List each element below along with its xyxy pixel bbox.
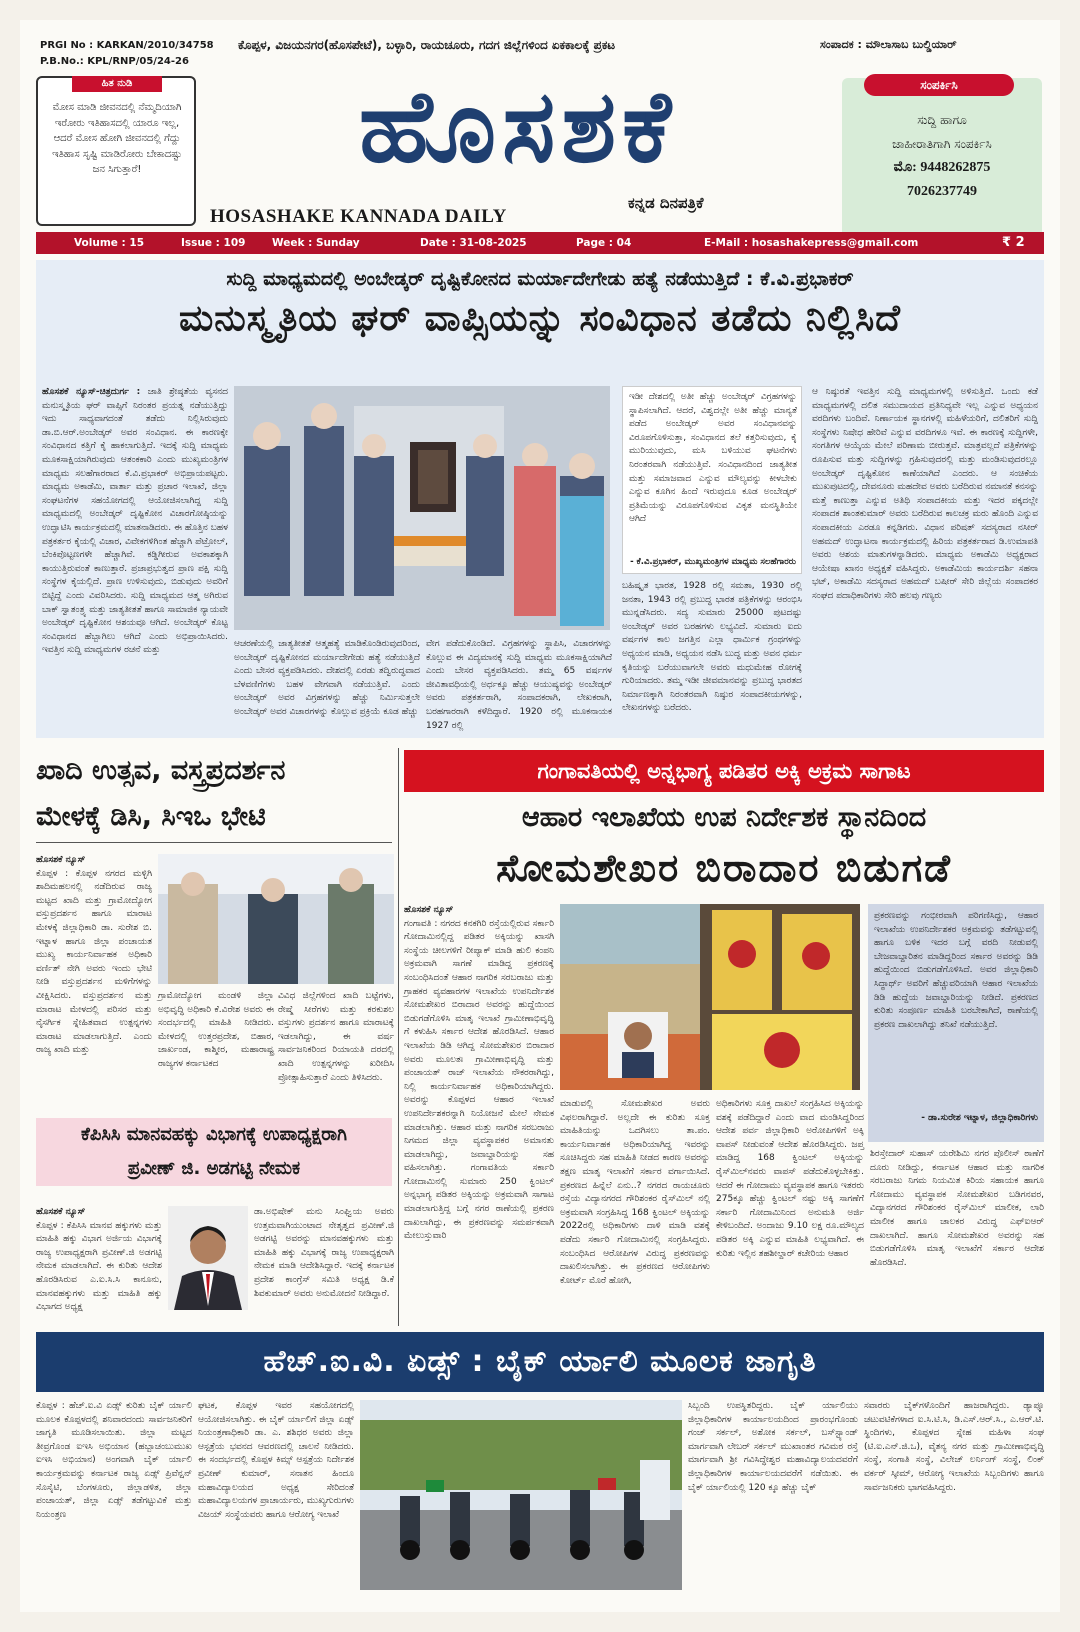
gangavathi-subhead: ಆಹಾರ ಇಲಾಖೆಯ ಉಪ ನಿರ್ದೇಶಕ ಸ್ಥಾನದಿಂದ: [521, 802, 927, 833]
pb-number: P.B.No.: KPL/RNP/05/24-26: [40, 56, 189, 67]
quote-of-the-day-box: [36, 76, 196, 226]
story-column-4: ಆ ನಿಷ್ಠುರತೆ ಇವತ್ತಿನ ಸುದ್ದಿ ಮಾಧ್ಯಮಗಳಲ್ಲಿ ಅಳಿಸುತ್ತಿದೆ. ಒಂದು ಕಡೆ ಮಾಧ್ಯಮಗಳಲ್ಲಿ ದಲಿತ ಸಮುದಾಯದ ಪ್ರತಿನಿಧ್ಯವೇ ಇಲ್ಲ ಎನ್ನುವ ಅಧ್ಯಯನ ವರದಿಗಳು ಬಂದಿವೆ. ನಿರ್ಣಾಯಕ ಸ್ಥಾನಗಳಲ್ಲಿ ಮಹಿಳೆಯರಿಗೆ, ದಲಿತರಿಗೆ ಸುದ್ದಿ ಸಂಸ್ಥೆಗಳು ನಿಷೇಧ ಹೇರಿವೆ ಎನ್ನುವ ವರದಿಗಳೂ ಇವೆ. ಈ ಕಾರಣಕ್ಕೆ ಸುದ್ದಿಗಳೇ, ಸಂಗತಿಗಳ ಆಯ್ಕೆಯ ಮೇಲೆ ಪರಿಣಾಮ ಬೀರುತ್ತವೆ. ಮಾತ್ರವಲ್ಲದೆ ಪತ್ರಿಕೆಗಳನ್ನು ರೂಪಿಸುವ ಮತ್ತು ಸುದ್ದಿಗಳನ್ನು ಗ್ರಹಿಸುವುದರಲ್ಲಿ ಮತ್ತು ಮಂಡಿಸುವುದರಲ್ಲೂ ಅಂಬೇಡ್ಕರ್ ದೃಷ್ಟಿಕೋನ ಕಾಣೆಯಾಗಿದೆ ಎಂದರು. ಆ ಸಂಚಿಕೆಯ ಮುಖಪುಟದಲ್ಲಿ, ದೇವನೂರು ಮಹದೇವ ಅವರು ಬರೆದಿರುವ ನಮಾನತೆ ಕನಸನ್ನು ಮತ್ತೆ ಕಾಣುತ್ತಾ ಎನ್ನುವ ಅತಿಥಿ ಸಂಪಾದಕೀಯ ಮತ್ತು ಇದರ ಪಕ್ಕದಲ್ಲೇ ಸಂಪಾದಕ ಶಾಂತಕುಮಾರ್ ಅವರು ಬರೆದಿರುವ ಕಾಲಚಕ್ರ ಮರು ಹೊಂದಿ ಎನ್ನುವ ಸಂಪಾದಕೀಯ ಎರಡೂ ಕನ್ನಡಿಗರು. ವಿಧಾನ ಪರಿಷತ್ ಸದಸ್ಯರಾದ ನಸೀರ್ ಅಹಮದ್ ಉದ್ಘಾಟನಾ ಕಾರ್ಯಕ್ರಮದಲ್ಲಿ ಹಿರಿಯ ಪತ್ರಕರ್ತರಾದ ಡಿ.ಉಮಾಪತಿ ಅವರು ಆಶಯ ಮಾತುಗಳನ್ನಾಡಿದರು. ಮಾಧ್ಯಮ ಅಕಾಡೆಮಿ ಅಧ್ಯಕ್ಷರಾದ ಆಯೇಷಾ ಖಾನಂ ಅಧ್ಯಕ್ಷತೆ ವಹಿಸಿದ್ದರು. ಅಕಾಡೆಮಿಯ ಕಾರ್ಯದರ್ಶಿ ಸಹನಾ ಭಟ್, ಅಕಾಡೆಮಿ ಸದಸ್ಯರಾದ ಅಹಮದ್ ಬಷೀರ್ ಸೇರಿ ಜಿಲ್ಲೆಯ ಸಂಪಾದಕರ ಸಂಘದ ಪದಾಧಿಕಾರಿಗಳು ಸೇರಿ ಹಲವು ಗಣ್ಯರು: [812, 387, 1038, 601]
contact-box: [842, 78, 1042, 238]
gangavathi-banner: ಗಂಗಾವತಿಯಲ್ಲಿ ಅನ್ನಭಾಗ್ಯ ಪಡಿತರ ಅಕ್ಕಿ ಅಕ್ರಮ ಸಾಗಾಟ: [404, 750, 1044, 792]
khadi-headline-line: ಮೇಳಕ್ಕೆ ಡಿಸಿ, ಸಿಇಒ ಭೇಟಿ: [36, 801, 266, 832]
story-column-1: [42, 386, 228, 734]
gangavathi-headline: ಸೋಮಶೇಖರ ಬಿರಾದಾರ ಬಿಡುಗಡೆ: [496, 846, 952, 890]
kpcc-byline: ಹೊಸಶಕೆ ನ್ಯೂಸ್: [36, 1207, 86, 1217]
portrait-photo: [168, 1206, 248, 1310]
khadi-text: ಕೊಪ್ಪಳ : ಕೊಪ್ಪಳ ನಗರದ ಮಳ್ಳಿಗಿ ಶಾದಿಮಹಲನಲ್ಲಿ ನಡೆದಿರುವ ರಾಜ್ಯ ಮಟ್ಟದ ಖಾದಿ ಮತ್ತು ಗ್ರಾಮೋದ್ಯೋಗ ವಸ್ತುಪ್ರದರ್ಶನ ಹಾಗೂ ಮಾರಾಟ ಮೇಳಕ್ಕೆ ಜಿಲ್ಲಾಧಿಕಾರಿ ಡಾ. ಸುರೇಶ ಬಿ. ಇಟ್ನಾಳ ಹಾಗೂ ಜಿಲ್ಲಾ ಪಂಚಾಯತ ಮುಖ್ಯ ಕಾರ್ಯನಿರ್ವಾಹಕ ಅಧಿಕಾರಿ ವರ್ಣಿತ್ ನೇಗಿ ಅವರು ಇಂದು ಭೇಟಿ ನೀಡಿ ವಸ್ತುಪ್ರದರ್ಶನ ಮಳಿಗೆಗಳನ್ನು ವೀಕ್ಷಿಸಿದರು. ವಸ್ತುಪ್ರದರ್ಶನ ಮತ್ತು ಮಾರಾಟ ಮೇಳದಲ್ಲಿ ಪರಿಸರ ಮತ್ತು ನೈಸರ್ಗಿಕ ಸ್ನೇಹಿತವಾದ ಉತ್ಪನ್ನಗಳು ಮಾರಾಟ ಮಾಡಲಾಗುತ್ತಿದೆ. ಎಂದು ರಾಜ್ಯ ಖಾದಿ ಮತ್ತು: [36, 868, 152, 1056]
gangavathi-column-a: [404, 904, 554, 1242]
pull-quote-attribution: - ಕೆ.ವಿ.ಪ್ರಭಾಕರ್, ಮುಖ್ಯಮಂತ್ರಿಗಳ ಮಾಧ್ಯಮ ಸಲಹೆಗಾರರು: [630, 557, 796, 567]
kpcc-headline-line: ಪ್ರವೀಣ್ ಜಿ. ಅಡಗಟ್ಟಿ ನೇಮಕ: [127, 1158, 301, 1179]
kannada-subtitle: ಕನ್ನಡ ದಿನಪತ್ರಿಕೆ: [628, 194, 704, 212]
newspaper-logo: ಹೊಸಶಕೆ: [359, 67, 677, 185]
gangavathi-column-c: ಅಧಿಕಾರಿಗಳು ಸೂಕ್ತ ದಾಖಲೆ ಸಂಗ್ರಹಿಸಿದ ಅಕ್ಕಿಯನ್ನು ವಶಕ್ಕೆ ಪಡೆದಿದ್ದಾರೆ ಎಂದು ವಾದ ಮಂಡಿಸಿದ್ದರಿಂದ ಆದೇಶ ಪರ್ವ ಜಿಲ್ಲಾಧಿಕಾರಿ ಅರೋಪಿಗಳಿಗೆ ಅಕ್ಕಿ ವಾಪಸ್ ನೀಡುವಂತೆ ಆದೇಶ ಹೊರಡಿಸಿದ್ದರು. ಜಪ್ತ ಮಾಡಿದ್ದ 168 ಕ್ವಿಂಟಲ್ ಅಕ್ಕಿಯನ್ನು ರೈಸ್‌ಮಿಲ್‌ನವರು ವಾಪಸ್ ಪಡೆದುಕೊಳ್ಳಬೇಕಿತ್ತು. ಆದರೆ ಈ ಗೋದಾಮು ವ್ಯವಸ್ಥಾಪಕ ಹಾಗೂ ಇತರರು 275ಕ್ಕೂ ಹೆಚ್ಚು ಕ್ವಿಂಟಲ್ ನಷ್ಟು ಅಕ್ಕಿ ಸಾಗಣೆಗೆ ಸರ್ಕಾರಿ ಗೋದಾಮಿನಿಂದ ಅನುಮತಿ ಅರ್ಜಿ ಕೇಳಿಬಂದಿದೆ. ಅಂದಾಜು 9.10 ಲಕ್ಷ ರೂ.ಮೌಲ್ಯದ ಪಡಿತರ ಅಕ್ಕಿ ಎನ್ನುವ ಮಾಹಿತಿ ಲಭ್ಯವಾಗಿದೆ. ಈ ಕುರಿತು ಇಲ್ಲಿನ ತಹಶೀಲ್ದಾರ್ ಕಚೇರಿಯ ಆಹಾರ: [716, 1099, 864, 1259]
exhibition-photo-icon: [158, 854, 394, 984]
story-column-2a: ಆಚರಣೆಯಲ್ಲಿ ಜಾತ್ಯತೀತತೆ ಆತ್ಮಹತ್ಯೆ ಮಾಡಿಕೊಂಡಿರುವುದರಿಂದ, ಅಂಬೇಡ್ಕರ್ ದೃಷ್ಟಿಕೋನದ ಮರ್ಯಾದೇಗೇಡು ಹತ್ಯೆ ನಡೆಯುತ್ತಿದೆ ಎಂದು ಬೇಸರ ವ್ಯಕ್ತಪಡಿಸಿದರು. ದೇಶದಲ್ಲಿ ಏರಡು ತದ್ವಿರುದ್ಧವಾದ ಬೆಳವಣಿಗೆಗಳು ಬಹಳ ವೇಗವಾಗಿ ನಡೆಯುತ್ತಿವೆ. ಎಂದು ಅಂಬೇಡ್ಕರ್ ಅವರ ವಿಗ್ರಹಗಳನ್ನು ಹೆಚ್ಚು ನಿರ್ಮಿಸುತ್ತಲೇ ಅಂಬೇಡ್ಕರ್ ಅವರ ವಿಚಾರಗಳನ್ನು ಕೊಲ್ಲುವ ಪ್ರಕ್ರಿಯೆ ಕೂಡ ಹೆಚ್ಚು: [234, 639, 420, 717]
phone-number: ಮೊ: 9448262875: [893, 160, 991, 175]
khadi-column-a2: [36, 990, 152, 1108]
news-photo: [360, 1400, 682, 1590]
issue-info-bar: [36, 232, 1044, 254]
issue: Issue : 109: [181, 237, 246, 249]
khadi-headline-line: ಖಾದಿ ಉತ್ಸವ, ವಸ್ತ್ರಪ್ರದರ್ಶನ: [36, 755, 286, 786]
story-kicker: ಸುದ್ದಿ ಮಾಧ್ಯಮದಲ್ಲಿ ಅಂಬೇಡ್ಕರ್ ದೃಷ್ಟಿಕೋನದ ಮರ್ಯಾದೇಗೇಡು ಹತ್ಯೆ ನಡೆಯುತ್ತಿದೆ : ಕೆ.ವಿ.ಪ್ರಭಾಕರ್: [226, 268, 854, 290]
story-column-3: ಬಹಿಷ್ಕೃತ ಭಾರತ, 1928 ರಲ್ಲಿ ಸಮತಾ, 1930 ರಲ್ಲಿ ಜನತಾ, 1943 ರಲ್ಲಿ ಪ್ರಬುದ್ಧ ಭಾರತ ಪತ್ರಿಕೆಗಳನ್ನು ಆರಂಭಿಸಿ ಮುನ್ನಡೆಸಿದರು. ಸದ್ಯ ಸುಮಾರು 25000 ಪುಟದಷ್ಟು ಅಂಬೇಡ್ಕರ್ ಅವರ ಬರಹಗಳು ಲಭ್ಯವಿದೆ. ಸುಮಾರು ಐದು ವರ್ಷಗಳ ಕಾಲ ಜಗತ್ತಿನ ಎಲ್ಲಾ ಧಾರ್ಮಿಕ ಗ್ರಂಥಗಳನ್ನು ಅಧ್ಯಯನ ಮಾಡಿ, ಅಧ್ಯಯನ ನಡೆಸಿ ಬುದ್ಧ ಮತ್ತು ಅವನ ಧರ್ಮ ಕೃತಿಯನ್ನು ಬರೆಯುವಾಗಲೇ ಅವರು ಮಧುಮೇಹ ರೋಗಕ್ಕೆ ಗುರಿಯಾದರು. ತಮ್ಮ ಇಡೀ ಜೀವಮಾನವನ್ನು ಪ್ರಬುದ್ಧ ಭಾರತದ ನಿರ್ಮಾಣಕ್ಕಾಗಿ ನಿರಂತರವಾಗಿ ನಿಷ್ಠುರ ಸಂಪಾದಕೀಯಗಳನ್ನು, ಲೇಖನಗಳನ್ನು ಬರೆದರು.: [622, 581, 802, 714]
contact-title: ಸಂಪರ್ಕಿಸಿ: [864, 74, 1014, 96]
bike-rally-photo-icon: [360, 1400, 682, 1590]
quote-box-title: ಹಿತ ನುಡಿ: [72, 76, 162, 92]
price: ₹ 2: [1002, 235, 1025, 250]
hiv-banner: ಹೆಚ್.ಐ.ವಿ. ಏಡ್ಸ್ : ಬೈಕ್ ರ್ಯಾಲಿ ಮೂಲಕ ಜಾಗೃತಿ: [36, 1332, 1044, 1392]
contact-line: ಜಾಹೀರಾತಿಗಾಗಿ ಸಂಪರ್ಕಿಸಿ: [892, 137, 992, 151]
prgi-number: PRGI No : KARKAN/2010/34758: [40, 40, 214, 51]
registration-info: [40, 38, 214, 70]
divider: [36, 842, 392, 843]
kpcc-text: ಕೊಪ್ಪಳ : ಕೆಪಿಸಿಸಿ ಮಾನವ ಹಕ್ಕುಗಳು ಮತ್ತು ಮಾಹಿತಿ ಹಕ್ಕು ವಿಭಾಗ ಅರ್ಜಿಯ ವಿಭಾಗಕ್ಕೆ ರಾಜ್ಯ ಉಪಾಧ್ಯಕ್ಷರಾಗಿ ಪ್ರವೀಣ್.ಜಿ ಅಡಗಟ್ಟಿ ನೇಮಕ ಮಾಡಲಾಗಿದೆ. ಈ ಕುರಿತು ಆದೇಶ ಹೊರಡಿಸಿರುವ ಎ.ಐ.ಸಿ.ಸಿ ಕಾನೂನು, ಮಾನವಹಕ್ಕುಗಳು ಮತ್ತು ಮಾಹಿತಿ ಹಕ್ಕು ವಿಭಾಗದ ಅಧ್ಯಕ್ಷ: [36, 1220, 162, 1313]
kpcc-column-a: [36, 1206, 162, 1324]
divider: [398, 748, 399, 1326]
news-photo: [158, 854, 394, 984]
collector-quote-attribution: - ಡಾ.ಸುರೇಶ ಇಟ್ನಾಳ, ಜಿಲ್ಲಾಧಿಕಾರಿಗಳು: [921, 1113, 1038, 1123]
khadi-column-b: ಗ್ರಾಮೋದ್ಯೋಗ ಮಂಡಳಿ ಜಿಲ್ಲಾ ಅಭಿವೃದ್ಧಿ ಅಧಿಕಾರಿ ಕೆ.ವಿರೇಶ ಅವರು ಈ ಸಂದರ್ಭದಲ್ಲಿ ಮಾಹಿತಿ ನೀಡಿದರು. ಮೇಳದಲ್ಲಿ ಉತ್ತರಪ್ರದೇಶ, ಬಿಹಾರ, ಜಾರ್ಖಂಡ, ಕಾಶ್ಮೀರ, ಮಹಾರಾಷ್ಟ್ರ ರಾಜ್ಯಗಳ ಕರ್ನಾಟಕದ: [158, 991, 274, 1069]
khadi-column-c: ವಿವಿಧ ಜಿಲ್ಲೆಗಳಿಂದ ಖಾದಿ ಬಟ್ಟೆಗಳು, ರೇಷ್ಮೆ ಸೀರೆಗಳು ಮತ್ತು ಕರಕುಶಲ ವಸ್ತುಗಳು ಪ್ರದರ್ಶನ ಹಾಗೂ ಮಾರಾಟಕ್ಕೆ ಇಡಲಾಗಿದ್ದು, ಈ ವರ್ಷ ಸಾರ್ವಜನಿಕರಿಂದ ರಿಯಾಯತಿ ದರದಲ್ಲಿ ಖಾದಿ ಉತ್ಪನ್ನಗಳನ್ನು ಖರೀದಿಸಿ ಪ್ರೋತ್ಸಾಹಿಸುತ್ತಾರೆ ಎಂದು ತಿಳಿಸಿದರು.: [278, 991, 394, 1083]
hiv-column-b: ಘಟಕ, ಕೊಪ್ಪಳ ಇವರ ಸಹಯೋಗದಲ್ಲಿ ಆಯೋಜಿಸಲಾಗಿತ್ತು. ಈ ಬೈಕ್ ರ್ಯಾಲಿಗೆ ಜಿಲ್ಲಾ ಏಡ್ಸ್ ನಿಯಂತ್ರಣಾಧಿಕಾರಿ ಡಾ. ಎ. ಶಶಿಧರ ಅವರು ಜಿಲ್ಲಾ ಆಸ್ಪತ್ರೆಯ ಭವನದ ಆವರಣದಲ್ಲಿ ಚಾಲನೆ ನೀಡಿದರು. ಈ ಸಂದರ್ಭದಲ್ಲಿ ಕೊಪ್ಪಳ ಕಿಮ್ಸ್ ಆಸ್ಪತ್ರೆಯ ನಿರ್ದೇಶಕ ಪ್ರವೀಣ್ ಕುಮಾರ್, ಸನಾತನ ಹಿಂದೂ ಮಹಾವಿದ್ಯಾಲಯದ ಅಧ್ಯಕ್ಷ ಸೇರಿದಂತೆ ಮಹಾವಿದ್ಯಾಲಯಗಳ ಪ್ರಾಚಾರ್ಯರು, ಮುಖ್ಯಗುರುಗಳು ವಿಜಯ್ ಸಂಸ್ಥೆಯವರು ಹಾಗೂ ಆರೋಗ್ಯ ಇಲಾಖೆ: [198, 1401, 354, 1520]
top-story: [36, 260, 1044, 738]
volume: Volume : 15: [74, 237, 145, 249]
story-byline: ಹೊಸಶಕೆ ನ್ಯೂಸ್-ಚಿತ್ರದುರ್ಗ :: [42, 387, 141, 397]
gangavathi-column-d: ಶಿರಸ್ತೇದಾರ್ ಸುಹಾಸ್ ಯರೇಶಿಮಿ ನಗರ ಪೊಲೀಸ್ ಠಾಣೆಗೆ ದೂರು ನೀಡಿದ್ದು, ಕರ್ನಾಟಕ ಆಹಾರ ಮತ್ತು ನಾಗರಿಕ ಸರಬರಾಜು ನಿಗಮ ನಿಯಮಿತ ಕಿರಿಯ ಸಹಾಯಕ ಹಾಗೂ ಗೋದಾಮು ವ್ಯವಸ್ಥಾಪಕ ಸೋಮಶೇಖರ ಬಡಿಗನವರ, ವಿದ್ಯಾನಗರದ ಗೌರಿಶಂಕರ ರೈಸ್‌ಮಿಲ್ ಮಾಲೀಕ, ಲಾರಿ ಮಾಲೀಕ ಹಾಗೂ ಚಾಲಕರ ವಿರುದ್ಧ ಎಫ್ಐಆರ್ ದಾಖಲಾಗಿದೆ. ಹಾಗೂ ಸೋಮಶೇಖರ ಅವರನ್ನು ಸಹ ಬಿಡುಗಡೆಗೊಳಿಸಿ ಮಾತೃ ಇಲಾಖೆಗೆ ಸರ್ಕಾರ ಆದೇಶ ಹೊರಡಿಸಿದೆ.: [870, 1149, 1044, 1268]
story-text: ಜಾತಿ ಶ್ರೇಷ್ಠತೆಯ ವ್ಯಸನದ ಮನುಸ್ಮೃತಿಯ ಘರ್ ವಾಪ್ಸಿಗೆ ನಿರಂತರ ಪ್ರಯತ್ನ ನಡೆಯುತ್ತಿದ್ದು ಇದು ಸಾಧ್ಯವಾಗದಂತೆ ತಡೆದು ನಿಲ್ಲಿಸಿರುವುದು ಡಾ.ಬಿ.ಆರ್.ಅಂಬೇಡ್ಕರ್ ಅವರ ಸಂವಿಧಾನ. ಈ ಕಾರಣಕ್ಕೇ ಸಂವಿಧಾನದ ಕತ್ತಿಗೆ ಕೈ ಹಾಕಲಾಗುತ್ತಿದೆ. ಇದಕ್ಕೆ ಸುದ್ದಿ ಮಾಧ್ಯಮ ಮೂಕಸಾಕ್ಷಿಯಾಗಿರುವುದು ಆತಂಕಕಾರಿ ಎಂದು ಮುಖ್ಯಮಂತ್ರಿಗಳ ಮಾಧ್ಯಮ ಸಲಹೆಗಾರರಾದ ಕೆ.ವಿ.ಪ್ರಭಾಕರ್ ಅಭಿಪ್ರಾಯಪಟ್ಟರು. ಮಾಧ್ಯಮ ಅಕಾಡೆಮಿ, ವಾರ್ತಾ ಮತ್ತು ಪ್ರಚಾರ ಇಲಾಖೆ, ಜಿಲ್ಲಾ ಸಂಘಟನೆಗಳ ಸಹಯೋಗದಲ್ಲಿ ಆಯೋಜಿಸಲಾಗಿದ್ದ ಸುದ್ದಿ ಮಾಧ್ಯಮದಲ್ಲಿ ಅಂಬೇಡ್ಕರ್ ದೃಷ್ಟಿಕೋನ ವಿಚಾರಗೋಷ್ಠಿಯನ್ನು ಉದ್ಘಾಟಿಸಿ ಕಾರ್ಯಕ್ರಮದಲ್ಲಿ ಮಾತನಾಡಿದರು. ಈ ಹೊತ್ತಿನ ಬಹಳ ಪತ್ರಕರ್ತರ ಕೈಯಲ್ಲಿ ವಿಚಾರ, ವಿವೇಕಗಳಿಗಿಂತ ಹೆಚ್ಚಾಗಿ ಪೆಟ್ರೋಲ್, ಬೆಂಕಿಪೊಟ್ಟಣಗಳೇ ಹೆಚ್ಚಾಗಿವೆ. ಕಡ್ಡಿಗೀರುವ ಅವಕಾಶಕ್ಕಾಗಿ ಕಾಯುತ್ತಿರುವಂತೆ ಕಾಣುತ್ತಾರೆ. ಪ್ರಜಾಪ್ರಭುತ್ವದ ಪ್ರಾಣ ಪಕ್ಷಿ ಸುದ್ದಿ ಸಂಸ್ಥೆಗಳ ಕೈಯಲ್ಲಿದೆ. ಪ್ರಾಣ ಉಳಿಸುವುದು, ಬಿಡುವುದು ಅವರಿಗೆ ಬಿಟ್ಟಿದ್ದೆ ಎಂದು ವಿವರಿಸಿದರು. ಸುದ್ದಿ ಮಾಧ್ಯಮದ ಆತ್ಮ ಅಗಿರುವ ಬಾಕ್ ಸ್ವಾತಂತ್ರ್ಯ ಮತ್ತು ಜಾತ್ಯತೀತತೆ ಹಾಗೂ ಸಾಮಾಜಿಕ ನ್ಯಾಯವೇ ಅಂಬೇಡ್ಕರ್ ದೃಷ್ಟಿಕೋನ ಆಶಯವೂ ಆಗಿದೆ. ಅಂಬೇಡ್ಕರ್ ಕೊಟ್ಟ ಸಂವಿಧಾನದ ಹೆಬ್ಬಾಗಿಲು ಆಗಿದೆ ಎಂದು ಅಭಿಪ್ರಾಯಿಸಿದರು. ಇವತ್ತಿನ ಸುದ್ದಿ ಮಾಧ್ಯಮಗಳ ರಚನೆ ಮತ್ತು: [42, 387, 228, 656]
event-photo-icon: [234, 386, 610, 630]
contact-body: [852, 108, 1032, 204]
pull-quote-box: [622, 386, 802, 574]
date: Date : 31-08-2025: [420, 237, 527, 249]
english-masthead: HOSASHAKE KANNADA DAILY: [210, 206, 507, 227]
khadi-column-a: [36, 854, 152, 1056]
person-portrait-icon: [168, 1206, 248, 1310]
page-number: Page : 04: [576, 237, 632, 249]
coverage-tagline: ಕೊಪ್ಪಳ, ವಿಜಯನಗರ(ಹೊಸಪೇಟೆ), ಬಳ್ಳಾರಿ, ರಾಯಚೂರು, ಗದಗ ಜಿಲ್ಲೆಗಳಿಂದ ಏಕಕಾಲಕ್ಕೆ ಪ್ರಕಟ: [238, 38, 616, 52]
kpcc-column-b: ಡಾ.ಅಭಿಷೇಕ್ ಮನು ಸಿಂಘ್ವಿಯ ಅವರು ಉತ್ತಮವಾಗಿಯುಂಟಾದ ನೇತೃತ್ವದ ಪ್ರವೀಣ್.ಜಿ ಅಡಗಟ್ಟಿ ಅವರನ್ನು ಮಾನವಹಕ್ಕುಗಳು ಮತ್ತು ಮಾಹಿತಿ ಹಕ್ಕು ವಿಭಾಗಕ್ಕೆ ರಾಜ್ಯ ಉಪಾಧ್ಯಕ್ಷರಾಗಿ ನೇಮಕ ಮಾಡಿ ಆದೇಶಿಸಿದ್ದಾರೆ. ಇದಕ್ಕೆ ಕರ್ನಾಟಕ ಪ್ರದೇಶ ಕಾಂಗ್ರೆಸ್ ಸಮಿತಿ ಅಧ್ಯಕ್ಷ ಡಿ.ಕೆ ಶಿವಕುಮಾರ್ ಅವರು ಅನುಮೋದನೆ ನೀಡಿದ್ದಾರೆ.: [254, 1207, 394, 1299]
gangavathi-byline: ಹೊಸಶಕೆ ನ್ಯೂಸ್: [404, 905, 454, 915]
hiv-column-c: ಸಿಬ್ಬಂದಿ ಉಪಸ್ಥಿತರಿದ್ದರು. ಬೈಕ್ ರ್ಯಾಲಿಯು ಜಿಲ್ಲಾಧಿಕಾರಿಗಳ ಕಾರ್ಯಾಲಯದಿಂದ ಪ್ರಾರಂಭಗೊಂಡು ಗಂಜ್ ಸರ್ಕಲ್, ಅಶೋಕ ಸರ್ಕಲ್, ಬಸ್‌ಸ್ಟ್ಯಾಂಡ್ ಮಾರ್ಗವಾಗಿ ಲೇಬರ್ ಸರ್ಕಲ್ ಮುಖಾಂತರ ಗವಿಮಠ ರಸ್ತೆ ಮಾರ್ಗವಾಗಿ ಶ್ರೀ ಗವಿಸಿದ್ಧೇಶ್ವರ ಮಹಾವಿದ್ಯಾಲಯದವರೆಗೆ ಜಿಲ್ಲಾಧಿಕಾರಿಗಳ ಕಾರ್ಯಾಲಯದವರೆಗೆ ನಡೆಯಿತು. ಈ ಬೈಕ್ ರ್ಯಾಲಿಯಲ್ಲಿ 120 ಕ್ಕೂ ಹೆಚ್ಚು ಬೈಕ್: [688, 1401, 858, 1493]
pull-quote-text: ಇಡೀ ದೇಶದಲ್ಲಿ ಅತೀ ಹೆಚ್ಚು ಅಂಬೇಡ್ಕರ್ ವಿಗ್ರಹಗಳನ್ನು ಸ್ಥಾಪಿಸಲಾಗಿದೆ. ಆದರೆ, ವಿಶ್ವದಲ್ಲೇ ಅತೀ ಹೆಚ್ಚು ಮಾನ್ಯತೆ ಪಡೆದ ಅಂಬೇಡ್ಕರ್ ಅವರ ಸಂವಿಧಾನವನ್ನು ವಿರೂಪಗೊಳಿಸುತ್ತಾ, ಸಂವಿಧಾನದ ತಲೆ ಕತ್ತರಿಸುವುದು, ಕೈ ಮುರಿಯುವುದು, ಮಸಿ ಬಳಿಯುವ ಘಟನೆಗಳು ನಿರಂತರವಾಗಿ ನಡೆಯುತ್ತಿವೆ. ಸಂವಿಧಾನದಿಂದ ಜಾತ್ಯತೀತ ಮತ್ತು ಸಮಾಜವಾದ ಎನ್ನುವ ಮೌಲ್ಯವನ್ನು ಕೀಳಬೇಕು ಎನ್ನುವ ಕೂಗಿನ ಹಿಂದೆ ಇರುವುದೂ ಕೂಡ ಅಂಬೇಡ್ಕರ್ ಪ್ರತಿಮೆಯನ್ನು ವಿರೂಪಗೊಳಿಸುವ ವಿಕೃತ ಮನಸ್ಥಿತಿಯೇ ಆಗಿದೆ: [629, 392, 797, 525]
collector-quote-box: [868, 904, 1044, 1142]
news-photo: [234, 386, 610, 630]
story-column-2b: ವೇಗ ಪಡೆದುಕೊಂಡಿದೆ. ವಿಗ್ರಹಗಳನ್ನು ಸ್ಥಾಪಿಸಿ, ವಿಚಾರಗಳನ್ನು ಕೊಲ್ಲುವ ಈ ವಿದ್ಯಮಾನಕ್ಕೆ ಸುದ್ದಿ ಮಾಧ್ಯಮ ಮೂಕಸಾಕ್ಷಿಯಾಗಿದೆ ಎಂದು ಬೇಸರ ವ್ಯಕ್ತಪಡಿಸಿದರು. ತಮ್ಮ 65 ವರ್ಷಗಳ ಜೀವಿತಾವಧಿಯಲ್ಲಿ ಅರ್ಧಕ್ಕೂ ಹೆಚ್ಚು ಆಯುಷ್ಯವನ್ನು ಅಂಬೇಡ್ಕರ್ ಅವರು ಪತ್ರಕರ್ತರಾಗಿ, ಸಂಪಾದಕರಾಗಿ, ಲೇಖಕರಾಗಿ, ಬರಹಗಾರರಾಗಿ ಕಳೆದಿದ್ದಾರೆ. 1920 ರಲ್ಲಿ ಮೂಕನಾಯಕ 1927 ರಲ್ಲಿ: [426, 639, 612, 731]
phone-number: 7026237749: [907, 184, 977, 199]
khadi-headline: [36, 748, 386, 840]
kpcc-headline-box: [36, 1118, 392, 1186]
gangavathi-text: ಗಂಗಾವತಿ : ನಗರದ ಕನಕಗಿರಿ ರಸ್ತೆಯಲ್ಲಿರುವ ಸರ್ಕಾರಿ ಗೋದಾಮಿನಲ್ಲಿದ್ದ ಪಡಿತರ ಅಕ್ಕಿಯನ್ನು ಖಾಸಗಿ ಸಂಸ್ಥೆಯ ಚೀಲಗಳಿಗೆ ರೀಪ್ಯಾಕ್ ಮಾಡಿ ಹುಲಿ ಕಂಪನಿ ಅಕ್ರಮವಾಗಿ ಸಾಗಣೆ ಮಾಡಿದ್ದ ಪ್ರಕರಣಕ್ಕೆ ಸಂಬಂಧಿಸಿದಂತೆ ಆಹಾರ ನಾಗರಿಕ ಸರಬರಾಜು ಮತ್ತು ಗ್ರಾಹಕರ ವ್ಯವಹಾರಗಳ ಇಲಾಖೆಯ ಉಪನಿರ್ದೇಶಕ ಸೋಮಶೇಖರ ಬಿರಾದಾರ ಅವರನ್ನು ಹುದ್ದೆಯಿಂದ ಬಿಡುಗಡೆಗೊಳಿಸಿ ಮಾತೃ ಇಲಾಖೆ ಗ್ರಾಮೀಣಾಭಿವೃದ್ಧಿ ಗೆ ಕಳುಹಿಸಿ ಸರ್ಕಾರ ಆದೇಶ ಹೊರಡಿಸಿದೆ. ಆಹಾರ ಇಲಾಖೆಯ ಡಿಡಿ ಆಗಿದ್ದ ಸೋಮಶೇಖರ ಬಿರಾದಾರ ಅವರು ಮೂಲತಃ ಗ್ರಾಮೀಣಾಭಿವೃದ್ಧಿ ಮತ್ತು ಪಂಚಾಯತ್ ರಾಜ್ ಇಲಾಖೆಯ ನೌಕರರಾಗಿದ್ದು, ನಿಲ್ಲಿ ಕಾರ್ಯನಿರ್ವಾಹಕ ಅಧಿಕಾರಿಯಾಗಿದ್ದರು. ಅವರನ್ನು ಕೊಪ್ಪಳದ ಆಹಾರ ಇಲಾಖೆ ಉಪನಿರ್ದೇಶಕರನ್ನಾಗಿ ನಿಯೋಜನೆ ಮೇಲೆ ನೇಮಕ ಮಾಡಲಾಗಿತ್ತು. ಆಹಾರ ಮತ್ತು ನಾಗರಿಕ ಸರಬರಾಜು ನಿಗಮದ ಜಿಲ್ಲಾ ವ್ಯವಸ್ಥಾಪಕರ ಅಮಾನತು ಮಾಡಲಾಗಿದ್ದು, ಜವಾಬ್ದಾರಿಯನ್ನು ಸಹ ವಹಿಸಲಾಗಿತ್ತು. ಗಂಗಾವತಿಯ ಸರ್ಕಾರಿ ಗೋದಾಮಿನಲ್ಲಿ ಸುಮಾರು 250 ಕ್ವಿಂಟಲ್ ಅನ್ನಭಾಗ್ಯ ಪಡಿತರ ಅಕ್ಕಿಯನ್ನು ಅಕ್ರಮವಾಗಿ ಸಾಗಾಟ ಮಾಡಲಾಗುತ್ತಿದ್ದ ಬಗ್ಗೆ ನಗರ ಠಾಣೆಯಲ್ಲಿ ಪ್ರಕರಣ ದಾಖಲಾಗಿದ್ದು, ಈ ಪ್ರಕರಣವನ್ನು ಸಮರ್ಪಕವಾಗಿ ಮೇಲುಸ್ತುವಾರಿ: [404, 918, 554, 1242]
gangavathi-column-b: ಮಾಡುವಲ್ಲಿ ಸೋಮಶೇಖರ ಅವರು ವಿಫಲರಾಗಿದ್ದಾರೆ. ಅಲ್ಲದೇ ಈ ಕುರಿತು ಸೂಕ್ತ ಮಾಹಿತಿಯನ್ನು ಒದಗಿಸಲು ತಾ.ಪಂ. ಕಾರ್ಯನಿರ್ವಾಹಕ ಅಧಿಕಾರಿಯಾಗಿದ್ದ ಇವರನ್ನು ಸೂಚಿಸಿದ್ದರು ಸಹ ಮಾಹಿತಿ ನೀಡದ ಕಾರಣ ಅವರನ್ನು ತಕ್ಷಣ ಮಾತೃ ಇಲಾಖೆಗೆ ಸರ್ಕಾರ ವರ್ಗಾಯಿಸಿದೆ. ಪ್ರಕರಣದ ಹಿನ್ನೆಲೆ ಏನು..? ನಗರದ ರಾಯಚೂರು ರಸ್ತೆಯ ವಿದ್ಯಾನಗರದ ಗೌರಿಶಂಕರ ರೈಸ್‌ಮಿಲ್ ನಲ್ಲಿ ಅಕ್ರಮವಾಗಿ ಸಂಗ್ರಹಿಸಿದ್ದ 168 ಕ್ವಿಂಟಲ್ ಅಕ್ಕಿಯನ್ನು 2022ರಲ್ಲಿ ಅಧಿಕಾರಿಗಳು ದಾಳಿ ಮಾಡಿ ವಶಕ್ಕೆ ಪಡೆದು ಸರ್ಕಾರಿ ಗೋದಾಮಿನಲ್ಲಿ ಸಂಗ್ರಹಿಸಿದ್ದರು. ಸಂಬಂಧಿಸಿದ ಆರೋಪಿಗಳ ವಿರುದ್ಧ ಪ್ರಕರಣವನ್ನು ದಾಖಲಿಸಲಾಗಿತ್ತು. ಈ ಪ್ರಕರಣದ ಆರೋಪಿಗಳು ಕೋರ್ಟ್ ಮೊರೆ ಹೋಗಿ,: [560, 1099, 710, 1286]
week: Week : Sunday: [272, 237, 360, 249]
hiv-column-a: ಕೊಪ್ಪಳ : ಹೆಚ್.ಐ.ವಿ ಏಡ್ಸ್ ಕುರಿತು ಬೈಕ್ ರ್ಯಾಲಿ ಮೂಲಕ ಕೊಪ್ಪಳದಲ್ಲಿ ಶನಿವಾರದಂದು ಸಾರ್ವಜನಿಕರಿಗೆ ಜಾಗೃತಿ ಮೂಡಿಸಲಾಯಿತು. ಜಿಲ್ಲಾ ಮಟ್ಟದ ತೀವ್ರಗೊಂಡ ಐಇಸಿ ಅಭಿಯಾನ (ಹಬ್ಬಾಚಂಬುಮುಖ ಐಇಸಿ ಅಭಿಯಾನ) ಅಂಗವಾಗಿ ಬೈಕ್ ರ್ಯಾಲಿ ಕಾರ್ಯಕ್ರಮವನ್ನು ಕರ್ನಾಟಕ ರಾಜ್ಯ ಏಡ್ಸ್ ಪ್ರಿವೆನ್ಷನ್ ಸೊಸೈಟಿ, ಬೆಂಗಳೂರು, ಜಿಲ್ಲಾಡಳಿತ, ಜಿಲ್ಲಾ ಪಂಚಾಯತ್, ಜಿಲ್ಲಾ ಏಡ್ಸ್ ತಡೆಗಟ್ಟುವಿಕೆ ಮತ್ತು ನಿಯಂತ್ರಣ: [36, 1401, 192, 1520]
collector-quote-text: ಪ್ರಕರಣವನ್ನು ಗಂಭೀರವಾಗಿ ಪರಿಗಣಿಸಿದ್ದು, ಆಹಾರ ಇಲಾಖೆಯ ಉಪನಿರ್ದೇಶಕರ ಅಕ್ರಮವನ್ನು ತಡೆಗಟ್ಟುವಲ್ಲಿ ಹಾಗೂ ಬಳಿಕ ಇದರ ಬಗ್ಗೆ ವರದಿ ನೀಡುವಲ್ಲಿ ಬೇಜವಾಬ್ದಾರಿತನ ಮಾಡಿದ್ದರಿಂದ ಸರ್ಕಾರ ಅವರನ್ನು ಡಿಡಿ ಹುದ್ದೆಯಿಂದ ಬಿಡುಗಡೆಗೊಳಿಸಿದೆ. ಅವರ ಜಿಲ್ಲಾಧಿಕಾರಿ ಸಿದ್ಧಾರ್ಥ್ ಅವರಿಗೆ ಹೆಚ್ಚುವರಿಯಾಗಿ ಆಹಾರ ಇಲಾಖೆಯ ಡಿಡಿ ಹುದ್ದೆಯ ಜವಾಬ್ದಾರಿಯನ್ನು ನೀಡಿದೆ. ಪ್ರಕರಣದ ಕುರಿತು ಸಂಪೂರ್ಣ ಮಾಹಿತಿ ಬರಬೇಕಾಗಿದೆ, ಠಾಣೆಯಲ್ಲಿ ಪ್ರಕರಣ ದಾಖಲಾಗಿದ್ದು ತನಿಖೆ ನಡೆಯುತ್ತಿದೆ.: [874, 911, 1038, 1030]
newspaper-page: [20, 20, 1060, 1612]
news-photo: [560, 904, 860, 1090]
khadi-byline: ಹೊಸಶಕೆ ನ್ಯೂಸ್: [36, 855, 86, 865]
email: E-Mail : hosashakepress@gmail.com: [704, 237, 919, 249]
editor-name: ಸಂಪಾದಕ : ಮೌಲಾಸಾಬ ಬುಲ್ಡಿಯಾರ್: [820, 38, 957, 51]
kpcc-headline-line: ಕೆಪಿಸಿಸಿ ಮಾನವಹಕ್ಕು ವಿಭಾಗಕ್ಕೆ ಉಪಾಧ್ಯಕ್ಷರಾಗಿ: [81, 1124, 347, 1145]
hiv-column-d: ಸವಾರರು ಬೈಕ್‌ಗಳೊಂದಿಗೆ ಹಾಜರಾಗಿದ್ದರು. ಡ್ಯಾಪ್ಕೂ ಚಟುವಟಿಕೆಗಳಾದ ಐ.ಸಿ.ಟಿ.ಸಿ, ಡಿ.ಎಸ್.ಆರ್.ಸಿ., ಎ.ಆರ್.ಟಿ. ಸ್ಥಿಂದಿಗಳು, ಕೊಪ್ಪಳದ ಸ್ನೇಹ ಮಹಿಳಾ ಸಂಘ (ಟಿ.ಐ.ಎನ್.ಜಿ.ಒ), ವೈತನ್ಯ ನಗರ ಮತ್ತು ಗ್ರಾಮೀಣಾಭಿವೃದ್ಧಿ ಸಂಸ್ಥೆ, ಸಂಗಾತಿ ಸಂಸ್ಥೆ, ವಿಲೇಜ್ ಲರ್ನಿಂಗ್ ಸಂಸ್ಥೆ, ಲಿಂಕ್ ವರ್ಕರ್ ಸ್ಕೀಮ್, ಆರೋಗ್ಯ ಇಲಾಖೆಯ ಸಿಬ್ಬಂದಿಗಳು ಹಾಗೂ ಸಾರ್ವಜನಿಕರು ಭಾಗವಹಿಸಿದ್ದರು.: [864, 1401, 1044, 1493]
rice-bags-photo-icon: [560, 904, 860, 1090]
contact-line: ಸುದ್ದಿ ಹಾಗೂ: [917, 113, 967, 127]
story-headline: ಮನುಸ್ಮೃತಿಯ ಘರ್ ವಾಪ್ಸಿಯನ್ನು ಸಂವಿಧಾನ ತಡೆದು ನಿಲ್ಲಿಸಿದೆ: [179, 298, 901, 339]
quote-box-text: ಮೋಸ ಮಾಡಿ ಜೀವನದಲ್ಲಿ ನೆಮ್ಮದಿಯಾಗಿ ಇರೋರು ಇತಿಹಾಸದಲ್ಲಿ ಯಾರೂ ಇಲ್ಲ, ಆದರೆ ಮೋಸ ಹೋಗಿ ಜೀವನದಲ್ಲಿ ಗೆದ್ದು ಇತಿಹಾಸ ಸೃಷ್ಟಿ ಮಾಡಿರೋರು ಬೇಕಾದಷ್ಟು ಜನ ಸಿಗುತ್ತಾರೆ!: [52, 102, 182, 175]
